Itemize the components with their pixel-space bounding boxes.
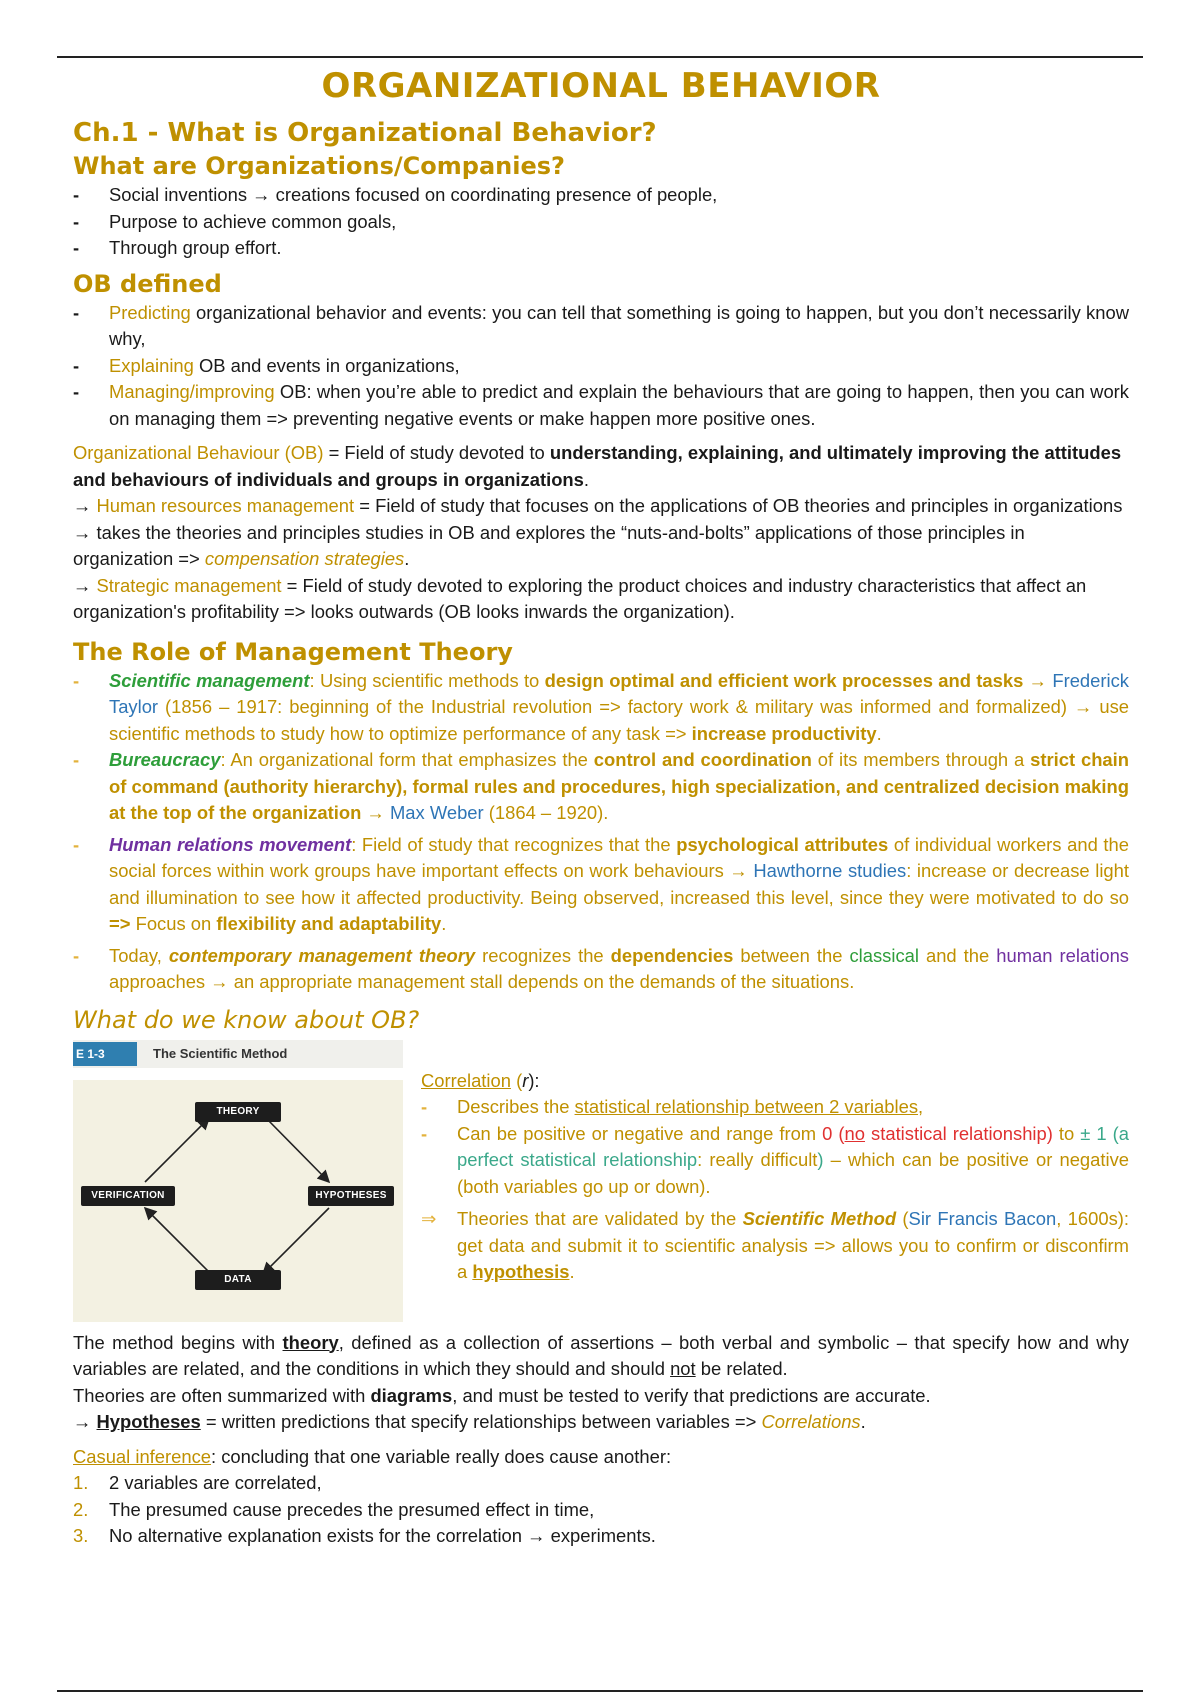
figure-diagram: [73, 1080, 403, 1322]
list-item: - Purpose to achieve common goals,: [73, 209, 1129, 236]
management-theory-list: [73, 668, 1129, 996]
document-title: ORGANIZATIONAL BEHAVIOR: [321, 66, 881, 106]
correlation-title: Correlation (r):: [421, 1069, 540, 1091]
node-data: DATA: [195, 1270, 281, 1290]
term: Predicting: [109, 301, 191, 323]
list-item-bureaucracy: - Bureaucracy: An organizational form that emphasizes the control and coordination of its members through a strict chain of command (authority hierarchy), formal rules and procedures, high specialization, and centralized decision making at the top of the organization → Max Weber (1864 – 1920).: [73, 747, 1129, 827]
arrow-verification-theory: [145, 1118, 209, 1182]
diagrams-paragraph: Theories are often summarized with diagrams, and must be tested to verify that predictions are accurate.: [73, 1384, 931, 1406]
node-theory: THEORY: [195, 1102, 281, 1122]
strategic-definition: → Strategic management = Field of study devoted to exploring the product choices and industry characteristics that affect an organization's profitability => looks outwards (OB looks inwards the organization).: [73, 574, 1087, 622]
list-item: 2. The presumed cause precedes the presumed effect in time,: [73, 1498, 595, 1520]
arrow-hypotheses-data: [263, 1208, 329, 1274]
correlation-list: [421, 1094, 1129, 1286]
ob-definition: Organizational Behaviour (OB) = Field of study devoted to understanding, explaining, and ultimately improving the attitudes and behaviours of individuals and groups in organizations.: [73, 442, 1122, 490]
document-page: [73, 66, 1129, 1550]
list-item: 3. No alternative explanation exists for the correlation → experiments.: [73, 1525, 656, 1546]
list-item: - Social inventions → creations focused on coordinating presence of people,: [73, 182, 1129, 209]
section-heading-ob-defined: OB defined: [73, 269, 222, 298]
list-item: - Predicting organizational behavior and events: you can tell that something is going to happen, but you don’t necessarily know why,: [73, 300, 1129, 353]
term: Explaining: [109, 354, 194, 376]
list-item: - Explaining OB and events in organizations,: [73, 353, 1129, 380]
arrow-theory-hypotheses: [266, 1118, 329, 1182]
figure-number: E 1-3: [73, 1042, 137, 1066]
hypotheses-paragraph: → Hypotheses = written predictions that specify relationships between variables => Correlations.: [73, 1411, 866, 1432]
list-item: - Through group effort.: [73, 235, 1129, 262]
section-heading-organizations: What are Organizations/Companies?: [73, 152, 565, 180]
list-item: 1. 2 variables are correlated,: [73, 1472, 322, 1493]
section-heading-know-about-ob: What do we know about OB?: [73, 1005, 420, 1034]
node-hypotheses: HYPOTHESES: [308, 1186, 394, 1206]
organizations-list: [73, 182, 1129, 262]
causal-inference: Casual inference: concluding that one variable really does cause another:: [73, 1445, 672, 1467]
causal-list: [73, 1470, 1129, 1550]
list-item-theories: ⇒ Theories that are validated by the Scientific Method (Sir Francis Bacon, 1600s): get data and submit it to scientific analysis => allows you to confirm or disconfirm a hypothesis.: [421, 1206, 1129, 1286]
section-heading-management-theory: The Role of Management Theory: [73, 637, 513, 666]
method-paragraph: The method begins with theory, defined as a collection of assertions – both verbal and symbolic – that specify how and why variables are related, and the conditions in which they should and should not be related.: [73, 1331, 1129, 1379]
list-item: - Can be positive or negative and range from 0 (no statistical relationship) to ± 1 (a perfect statistical relationship: really difficult) – which can be positive or negative (both variables go up or down).: [421, 1121, 1129, 1201]
list-item: - Managing/improving OB: when you’re able to predict and explain the behaviours that are going to happen, then you can work on managing them => preventing negative events or make happen more positive ones.: [73, 379, 1129, 432]
scientific-method-figure: [73, 1040, 403, 1322]
method-and-correlation: [73, 1040, 1129, 1322]
hrm-definition: → Human resources management = Field of study that focuses on the applications of OB theories and principles in organizations → takes the theories and principles studies in OB and explores the “nuts-and-bolts” applications of those principles in organization => compensation strategies.: [73, 495, 1123, 569]
bottom-rule: [57, 1690, 1143, 1692]
list-item-scientific: - Scientific management: Using scientific methods to design optimal and efficient work processes and tasks → Frederick Taylor (1856 – 1917: beginning of the Industrial revolution => factory work & military was informed and formalized) → use scientific methods to study how to optimize performance of any task => increase productivity.: [73, 668, 1129, 748]
ob-defined-list: [73, 300, 1129, 433]
correlation-block: [421, 1068, 1129, 1286]
figure-header: [73, 1040, 403, 1068]
list-item-today: - Today, contemporary management theory recognizes the dependencies between the classical and the human relations approaches → an appropriate management stall depends on the demands of the situations.: [73, 943, 1129, 996]
list-item: - Describes the statistical relationship between 2 variables,: [421, 1094, 1129, 1121]
top-rule: [57, 56, 1143, 58]
chapter-heading: Ch.1 - What is Organizational Behavior?: [73, 118, 657, 148]
list-item-human-relations: - Human relations movement: Field of study that recognizes that the psychological attributes of individual workers and the social forces within work groups have important effects on work behaviours → Hawthorne studies: increase or decrease light and illumination to see how it affected productivity. Being observed, increased this level, since they were motivated to do so => Focus on flexibility and adaptability.: [73, 832, 1129, 938]
term: Managing/improving: [109, 381, 275, 402]
figure-label: The Scientific Method: [153, 1045, 288, 1061]
node-verification: VERIFICATION: [81, 1186, 175, 1206]
arrow-data-verification: [145, 1208, 211, 1274]
